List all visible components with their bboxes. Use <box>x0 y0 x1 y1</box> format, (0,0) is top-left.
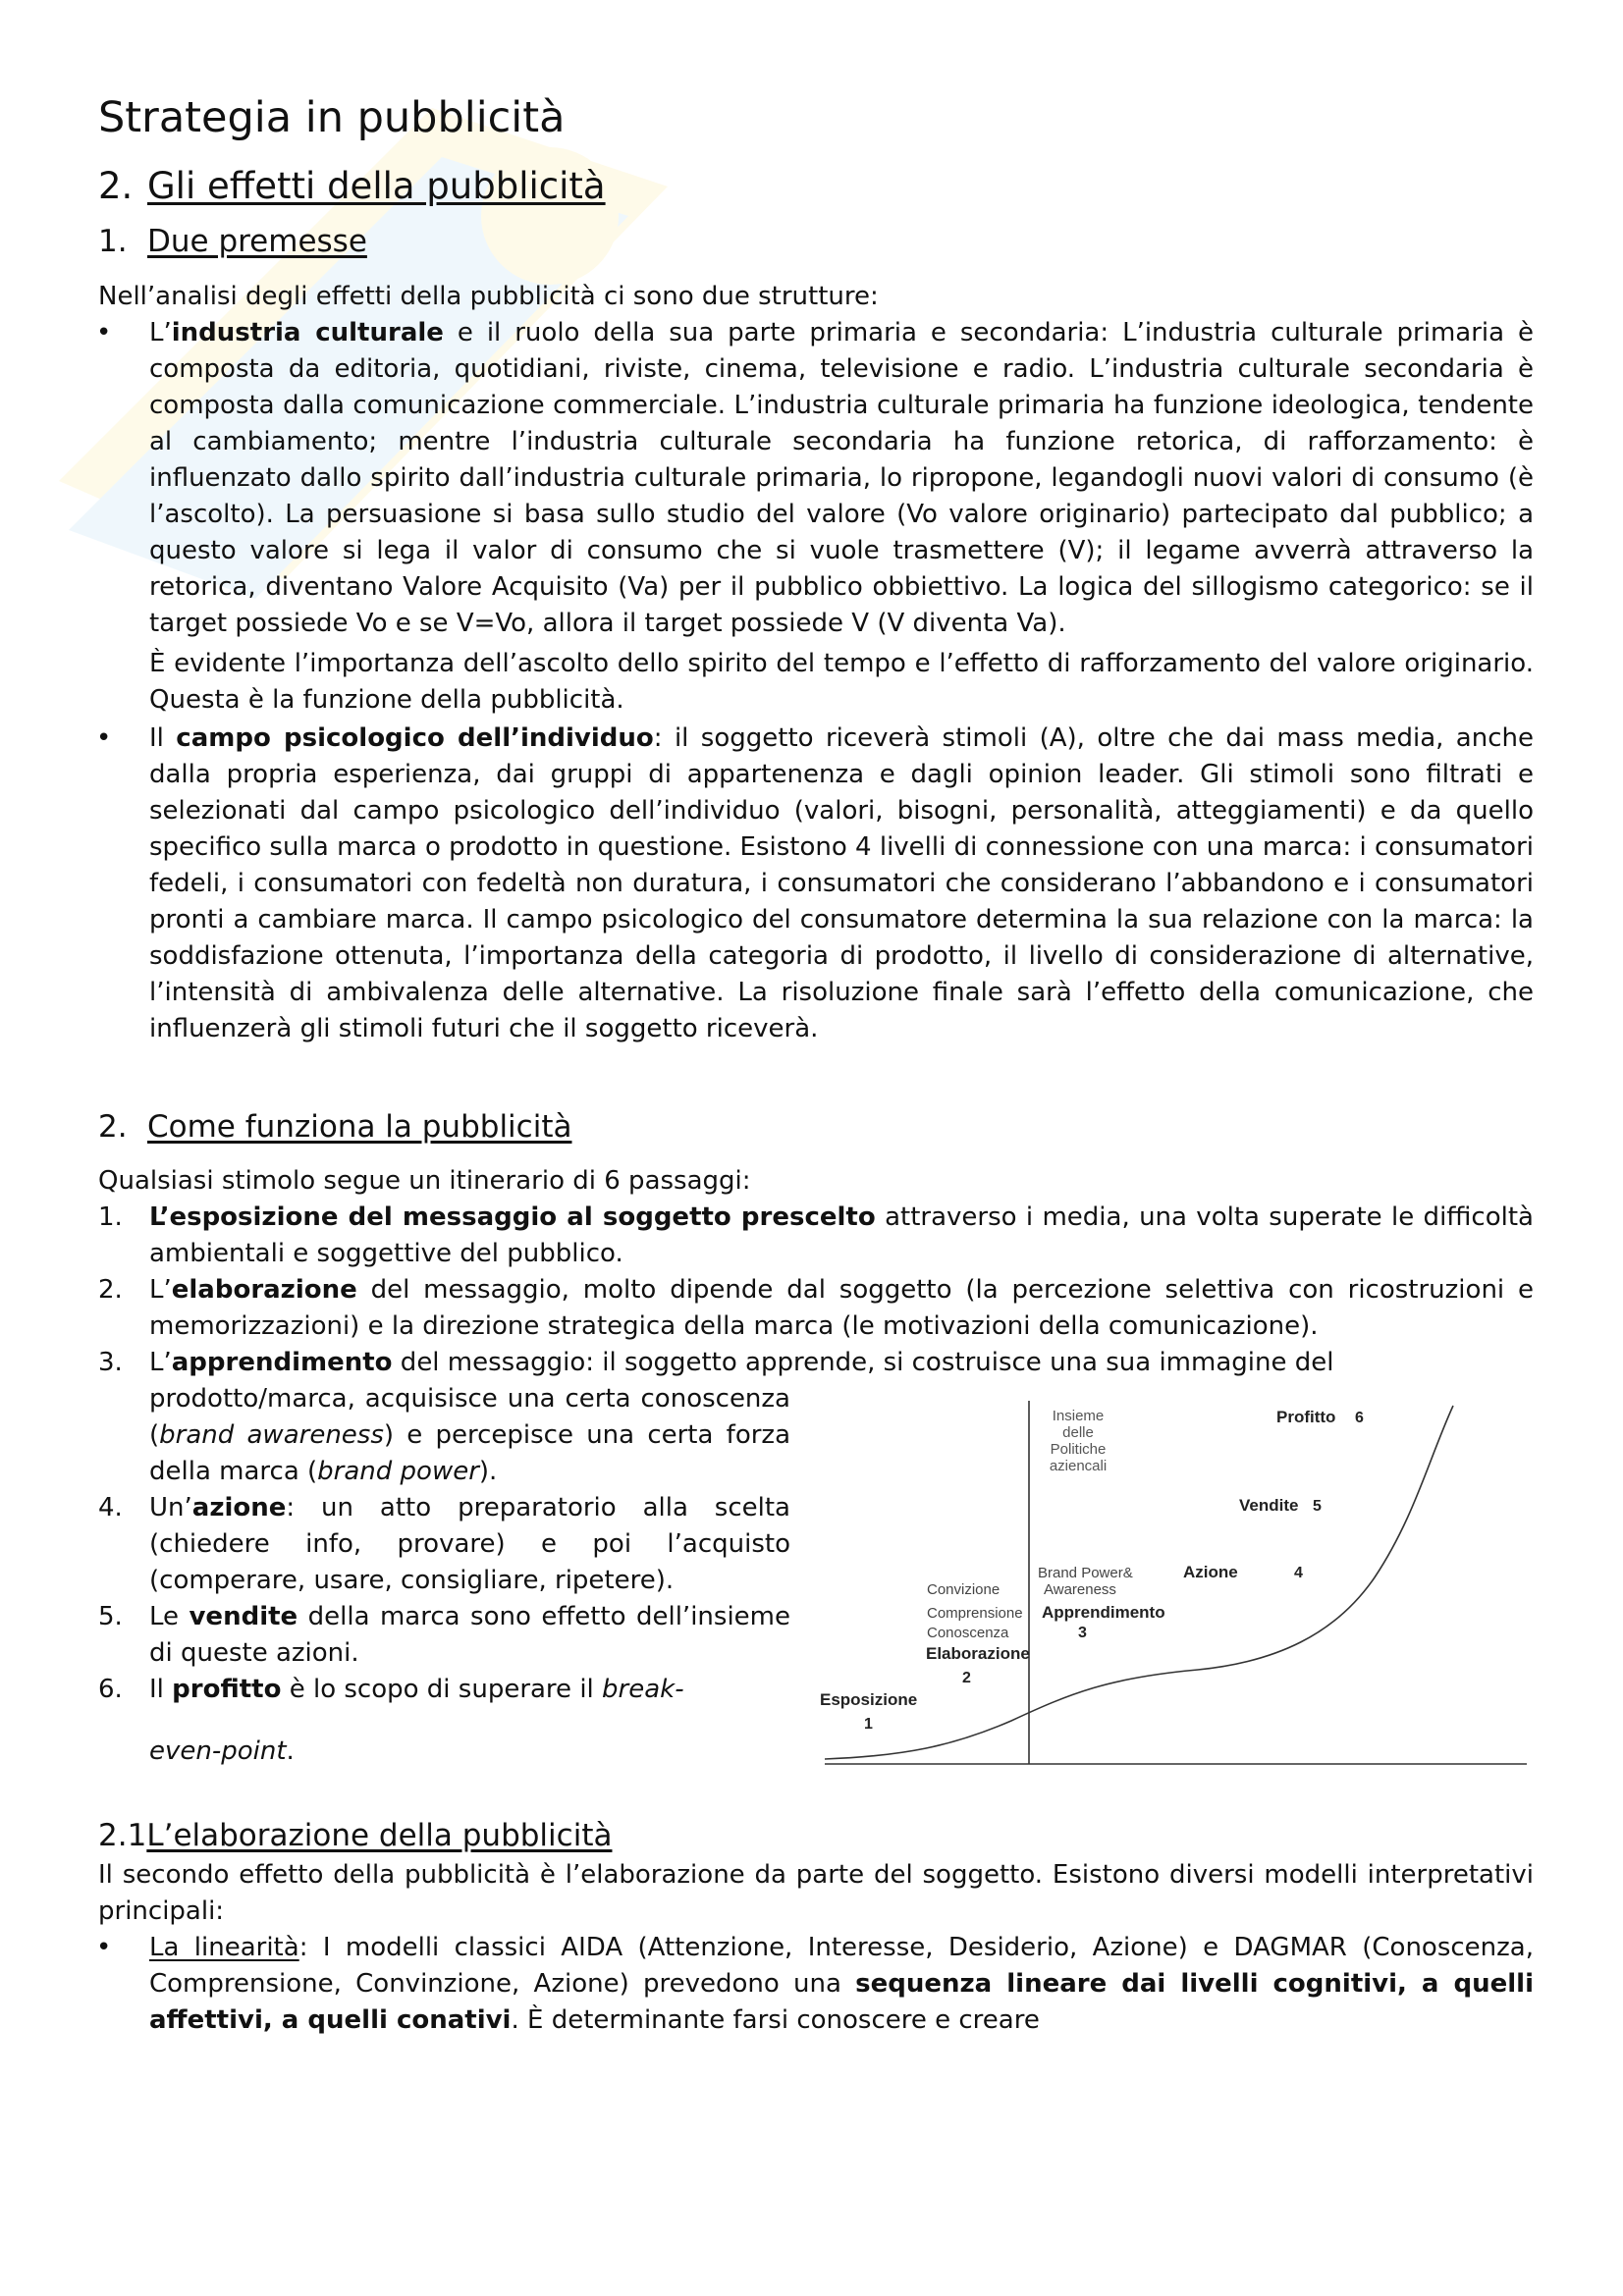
italic-term: brand power <box>317 1457 479 1487</box>
intro-paragraph: Qualsiasi stimolo segue un itinerario di 6 passaggi: <box>98 1166 751 1197</box>
document-title: Strategia in pubblicità <box>98 93 566 142</box>
bold-term: profitto <box>172 1675 282 1705</box>
label-vendite: Vendite <box>1239 1496 1299 1516</box>
bold-term: elaborazione <box>171 1275 357 1306</box>
bold-term: vendite <box>189 1602 298 1632</box>
text-run: . <box>286 1736 295 1767</box>
steps-list <box>98 1200 1534 1381</box>
text-run: attraverso i media, una volta superate le difficoltà ambientali e soggettive del pubblico. <box>149 1202 1534 1269</box>
text-run: ). <box>478 1457 498 1487</box>
label-conoscenza: Conoscenza <box>927 1625 1009 1642</box>
subsection-number: 2.1 <box>98 1818 147 1854</box>
italic-term: break- <box>602 1675 684 1705</box>
text-run: . È determinante farsi conoscere e creare <box>511 2005 1040 2036</box>
step-number: 2. <box>98 1275 123 1306</box>
label-esposizione: Esposizione <box>820 1690 918 1710</box>
step-item <box>98 1272 1534 1345</box>
text-run: L’ <box>149 1275 172 1306</box>
step-item <box>98 1345 1534 1381</box>
steps-list-continued <box>98 1381 790 1770</box>
text-run: Il <box>149 722 177 753</box>
text-run: Il <box>149 1675 173 1705</box>
label-brand-line-2: Awareness <box>1044 1581 1116 1599</box>
bold-term: campo psicologico dell’individuo <box>176 722 654 753</box>
text-run: della marca sono effetto dell’insieme di queste azioni. <box>149 1602 790 1669</box>
insieme-line-1: Insieme <box>1052 1408 1105 1425</box>
step-item <box>98 1599 790 1672</box>
label-esposizione-number: 1 <box>864 1716 873 1734</box>
label-profitto: Profitto <box>1276 1408 1336 1427</box>
subsection-title: Due premesse <box>147 223 367 259</box>
subsection-title: L’elaborazione della pubblicità <box>146 1818 613 1854</box>
insieme-line-4: aziencali <box>1049 1458 1108 1475</box>
subsection-heading-funziona <box>98 1108 1534 1147</box>
step-item-continuation <box>98 1381 790 1490</box>
bold-term: sequenza lineare dai livelli cognitivi, a quelli affettivi, a quelli conativi <box>149 1969 1535 2036</box>
text-run: : il soggetto riceverà stimoli (A), oltre che dai mass media, anche dalla propria esperienza, dai gruppi di appartenenza e dagli opinion leader. Gli stimoli sono filtrati e selezionati dal campo psicologico dell’individuo (valori, bisogni, personalità, atteggiamenti) e da quello specifico sulla marca o prodotto in questione. Esistono 4 livelli di connessione con una marca: i consumatori fedeli, i consumatori con fedeltà non duratura, i consumatori che considerano l’abbandono e i consumatori pronti a cambiare marca. Il campo psicologico del consumatore determina la sua relazione con la marca: la soddisfazione ottenuta, l’importanza della categoria di prodotto, il livello di considerazione di alternative, l’intensità di ambivalenza delle alternative. La risoluzione finale sarà l’effetto della comunicazione, che influenzerà gli stimoli futuri che il soggetto riceverà. <box>149 722 1534 1043</box>
insieme-line-2: delle <box>1062 1424 1094 1442</box>
label-brand-line-1: Brand Power& <box>1038 1565 1133 1582</box>
label-convizione: Convizione <box>927 1581 1001 1599</box>
label-elaborazione: Elaborazione <box>926 1644 1030 1664</box>
insieme-line-3: Politiche <box>1050 1441 1107 1459</box>
subsection-heading-premesse <box>98 223 1534 261</box>
text-run: ) e percepisce una certa forza della marca ( <box>149 1420 790 1487</box>
text-run: Un’ <box>149 1493 192 1523</box>
italic-term: brand awareness <box>159 1420 384 1451</box>
label-apprendimento-number: 3 <box>1078 1625 1087 1642</box>
intro-paragraph: Nell’analisi degli effetti della pubblicità ci sono due strutture: <box>98 281 879 311</box>
label-apprendimento: Apprendimento <box>1042 1603 1165 1623</box>
text-run: L’ <box>149 317 172 347</box>
bold-term: apprendimento <box>171 1348 393 1378</box>
document-page <box>98 93 1534 2039</box>
label-azione-number: 4 <box>1294 1565 1303 1582</box>
label-vendite-number: 5 <box>1313 1498 1322 1516</box>
step-item <box>98 1672 790 1770</box>
step-number: 3. <box>98 1348 123 1378</box>
text-run: L’ <box>149 1348 172 1378</box>
list-item-linearita <box>98 1930 1534 2039</box>
premesse-list <box>98 315 1534 1047</box>
text-run: del messaggio: il soggetto apprende, si costruisce una sua immagine del <box>392 1348 1334 1378</box>
diagram-svg <box>815 1381 1534 1803</box>
subsection-title: Come funziona la pubblicità <box>147 1108 572 1145</box>
bold-term: azione <box>191 1493 287 1523</box>
section-title: Gli effetti della pubblicità <box>147 164 606 207</box>
label-elaborazione-number: 2 <box>962 1670 971 1687</box>
italic-term: even-point <box>149 1736 287 1767</box>
step-item <box>98 1200 1534 1272</box>
modelli-list <box>98 1930 1534 2039</box>
bold-term: L’esposizione del messaggio al soggetto prescelto <box>149 1202 876 1233</box>
label-comprensione: Comprensione <box>927 1605 1023 1623</box>
section-number: 2. <box>98 164 134 207</box>
list-item-campo <box>98 721 1534 1047</box>
subsection-number: 2. <box>98 1108 128 1145</box>
step-item <box>98 1490 790 1599</box>
intro-paragraph: Il secondo effetto della pubblicità è l’elaborazione da parte del soggetto. Esistono diversi modelli interpretativi principali: <box>98 1860 1534 1927</box>
step-number: 6. <box>98 1675 123 1705</box>
label-profitto-number: 6 <box>1355 1410 1364 1427</box>
steps-with-chart <box>98 1381 1534 1770</box>
subsection-number: 1. <box>98 223 128 259</box>
text-run: e il ruolo della sua parte primaria e secondaria: L’industria culturale primaria è composta da editoria, quotidiani, riviste, cinema, televisione e radio. L’industria culturale secondaria è composta dalla comunicazione commerciale. L’industria culturale primaria ha funzione ideologica, tendente al cambiamento; mentre l’industria culturale secondaria ha funzione retorica, di rafforzamento: è influenzato dallo spirito dall’industria culturale primaria, lo ripropone, legandogli nuovi valori di consumo (è l’ascolto). La persuasione si basa sullo studio del valore (Vo valore originario) partecipato dal pubblico; a questo valore si lega il valor di consumo che si vuole trasmettere (V); il legame avverrà attraverso la retorica, diventano Valore Acquisito (Va) per il pubblico obbiettivo. La logica del sillogismo categorico: se il target possiede Vo e se V=Vo, allora il target possiede V (V diventa Va). <box>149 317 1535 638</box>
step-number: 4. <box>98 1493 123 1523</box>
text-run: Le <box>149 1602 189 1632</box>
growth-curve <box>825 1406 1453 1759</box>
text-run: del messaggio, molto dipende dal soggetto (la percezione selettiva con ricostruzioni e memorizzazioni) e la direzione strategica della marca (le motivazioni della comunicazione). <box>149 1275 1534 1342</box>
steps-column <box>98 1381 790 1770</box>
text-run: È evidente l’importanza dell’ascolto dello spirito del tempo e l’effetto di rafforzamento del valore originario. Questa è la funzione della pubblicità. <box>149 648 1534 715</box>
list-item-industria <box>98 315 1534 719</box>
step-number: 5. <box>98 1602 123 1632</box>
text-run: : I modelli classici AIDA (Attenzione, Interesse, Desiderio, Azione) e DAGMAR (Conoscenza, Comprensione, Convinzione, Azione) prevedono una <box>149 1933 1534 2000</box>
text-run: prodotto/marca, acquisisce una certa conoscenza ( <box>149 1384 790 1451</box>
label-azione: Azione <box>1183 1563 1238 1582</box>
subsection-heading-elaborazione <box>98 1817 1534 1855</box>
section-heading <box>98 164 1534 209</box>
text-run: : un atto preparatorio alla scelta (chiedere info, provare) e poi l’acquisto (comperare, usare, consigliare, ripetere). <box>149 1493 790 1596</box>
advertising-steps-diagram <box>815 1381 1534 1803</box>
step-number: 1. <box>98 1202 123 1233</box>
underlined-term: La linearità <box>149 1933 299 1963</box>
bold-term: industria culturale <box>171 317 444 347</box>
text-run: è lo scopo di superare il <box>281 1675 603 1705</box>
